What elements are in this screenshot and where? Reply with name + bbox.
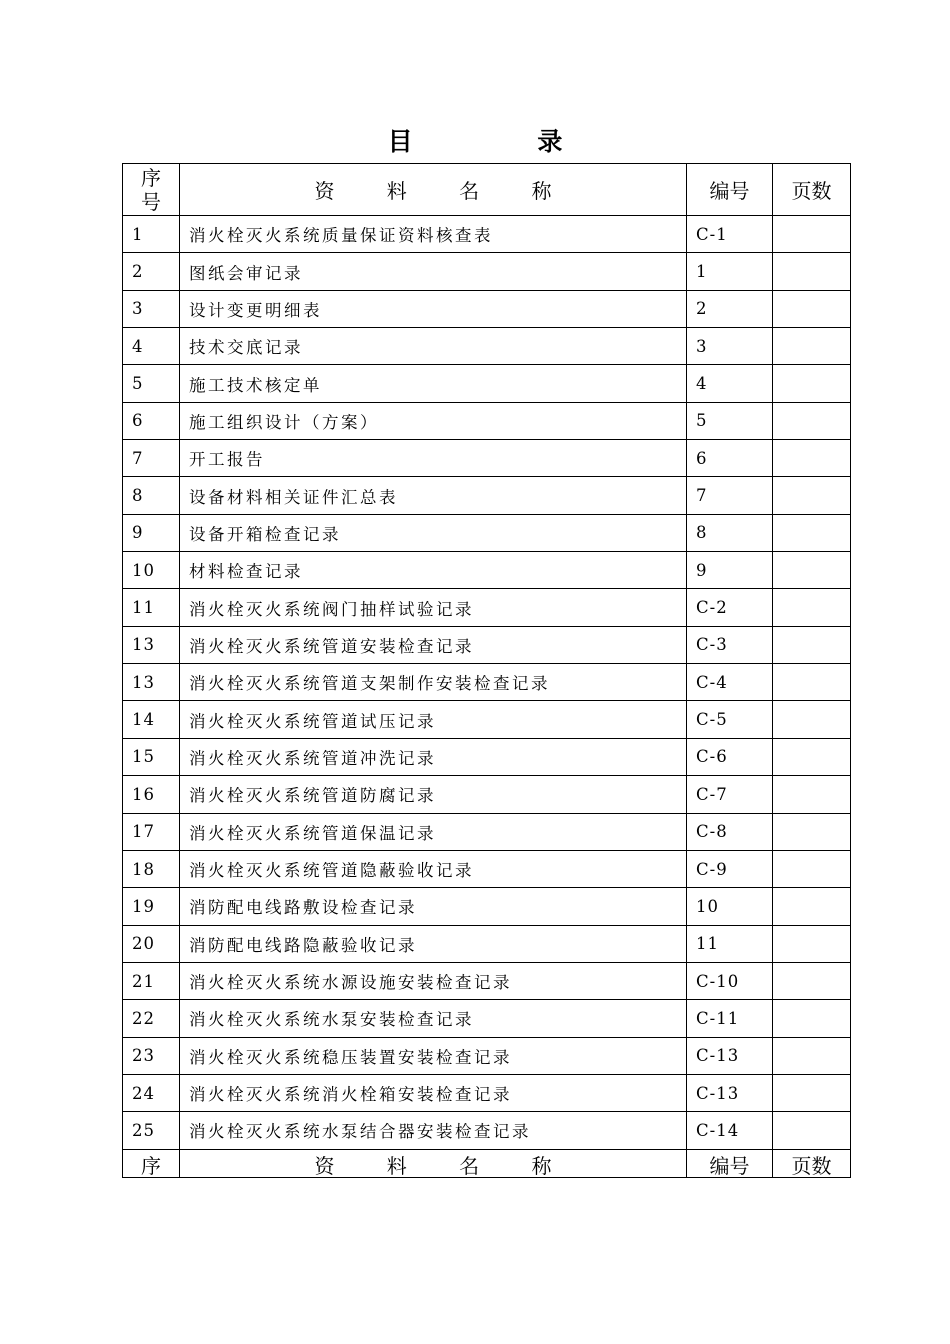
row-pages [773,813,851,850]
table-row [123,216,851,253]
row-number: 14 [123,701,180,738]
row-name: 施工组织设计（方案） [180,402,687,439]
row-number: 8 [123,477,180,514]
header-code: 编号 [687,164,773,216]
row-number: 19 [123,888,180,925]
table-row [123,402,851,439]
row-code: C-3 [687,626,773,663]
table-row [123,1037,851,1074]
table-row [123,664,851,701]
row-pages [773,328,851,365]
row-pages [773,626,851,663]
row-number: 17 [123,813,180,850]
table-row [123,1074,851,1111]
table-row [123,776,851,813]
table-row [123,552,851,589]
row-pages [773,664,851,701]
row-code: 10 [687,888,773,925]
footer-seq: 序 [123,1149,180,1177]
row-code: C-4 [687,664,773,701]
row-pages [773,701,851,738]
row-name: 消火栓灭火系统水源设施安装检查记录 [180,962,687,999]
row-number: 4 [123,328,180,365]
row-number: 16 [123,776,180,813]
row-number: 13 [123,664,180,701]
table-row [123,1000,851,1037]
row-name: 设备材料相关证件汇总表 [180,477,687,514]
table-row [123,925,851,962]
table-row [123,589,851,626]
row-pages [773,253,851,290]
row-code: 6 [687,440,773,477]
footer-name: 资 料 名 称 [180,1149,687,1177]
table-row [123,477,851,514]
row-pages [773,365,851,402]
row-name: 图纸会审记录 [180,253,687,290]
row-code: C-2 [687,589,773,626]
row-name: 消火栓灭火系统管道冲洗记录 [180,738,687,775]
table-header-row [123,164,851,216]
row-pages [773,552,851,589]
row-name: 消火栓灭火系统管道保温记录 [180,813,687,850]
table-row [123,440,851,477]
row-code: 7 [687,477,773,514]
row-name: 材料检查记录 [180,552,687,589]
table-footer-row [123,1149,851,1177]
row-pages [773,1000,851,1037]
row-code: 2 [687,290,773,327]
row-number: 9 [123,514,180,551]
footer-code: 编号 [687,1149,773,1177]
row-number: 21 [123,962,180,999]
table-row [123,888,851,925]
row-code: C-10 [687,962,773,999]
row-code: C-13 [687,1037,773,1074]
row-code: C-13 [687,1074,773,1111]
row-code: C-1 [687,216,773,253]
row-name: 消火栓灭火系统管道防腐记录 [180,776,687,813]
row-name: 消火栓灭火系统水泵结合器安装检查记录 [180,1112,687,1149]
row-number: 25 [123,1112,180,1149]
row-name: 消火栓灭火系统水泵安装检查记录 [180,1000,687,1037]
row-number: 13 [123,626,180,663]
table-row [123,253,851,290]
table-row [123,701,851,738]
row-pages [773,925,851,962]
table-row [123,514,851,551]
row-pages [773,738,851,775]
table-row [123,626,851,663]
row-code: C-6 [687,738,773,775]
row-code: 1 [687,253,773,290]
row-name: 消火栓灭火系统稳压装置安装检查记录 [180,1037,687,1074]
row-name: 设计变更明细表 [180,290,687,327]
row-name: 消防配电线路隐蔽验收记录 [180,925,687,962]
row-code: 5 [687,402,773,439]
row-name: 消火栓灭火系统管道隐蔽验收记录 [180,850,687,887]
row-code: C-11 [687,1000,773,1037]
row-name: 技术交底记录 [180,328,687,365]
table-row [123,850,851,887]
row-number: 2 [123,253,180,290]
row-code: C-7 [687,776,773,813]
row-code: C-14 [687,1112,773,1149]
row-pages [773,850,851,887]
row-name: 开工报告 [180,440,687,477]
page-title: 目 录 [387,127,621,156]
row-name: 施工技术核定单 [180,365,687,402]
row-pages [773,514,851,551]
row-pages [773,1074,851,1111]
header-name: 资 料 名 称 [180,164,687,216]
row-name: 消火栓灭火系统阀门抽样试验记录 [180,589,687,626]
row-name: 消火栓灭火系统质量保证资料核查表 [180,216,687,253]
row-pages [773,776,851,813]
row-number: 11 [123,589,180,626]
row-number: 23 [123,1037,180,1074]
row-number: 10 [123,552,180,589]
row-number: 3 [123,290,180,327]
table-row [123,1112,851,1149]
header-seq [123,164,180,216]
row-number: 18 [123,850,180,887]
row-name: 消火栓灭火系统管道试压记录 [180,701,687,738]
row-number: 5 [123,365,180,402]
footer-pages: 页数 [773,1149,851,1177]
row-number: 7 [123,440,180,477]
table-row [123,962,851,999]
row-pages [773,888,851,925]
row-name: 消火栓灭火系统管道安装检查记录 [180,626,687,663]
row-pages [773,216,851,253]
header-seq-bottom: 号 [141,189,161,214]
table-row [123,328,851,365]
row-code: 9 [687,552,773,589]
header-seq-top: 序 [141,165,161,190]
row-pages [773,962,851,999]
row-number: 22 [123,1000,180,1037]
contents-table [122,163,851,1178]
row-pages [773,440,851,477]
row-code: C-5 [687,701,773,738]
row-code: 11 [687,925,773,962]
row-pages [773,477,851,514]
row-pages [773,1112,851,1149]
row-pages [773,1037,851,1074]
row-code: C-8 [687,813,773,850]
row-number: 24 [123,1074,180,1111]
table-row [123,365,851,402]
row-name: 消防配电线路敷设检查记录 [180,888,687,925]
row-name: 消火栓灭火系统管道支架制作安装检查记录 [180,664,687,701]
table-row [123,738,851,775]
row-number: 6 [123,402,180,439]
row-number: 1 [123,216,180,253]
row-code: 4 [687,365,773,402]
row-number: 15 [123,738,180,775]
row-code: 3 [687,328,773,365]
row-pages [773,402,851,439]
header-pages: 页数 [773,164,851,216]
row-number: 20 [123,925,180,962]
table-row [123,290,851,327]
row-code: 8 [687,514,773,551]
row-code: C-9 [687,850,773,887]
row-pages [773,290,851,327]
row-name: 设备开箱检查记录 [180,514,687,551]
table-row [123,813,851,850]
row-pages [773,589,851,626]
row-name: 消火栓灭火系统消火栓箱安装检查记录 [180,1074,687,1111]
